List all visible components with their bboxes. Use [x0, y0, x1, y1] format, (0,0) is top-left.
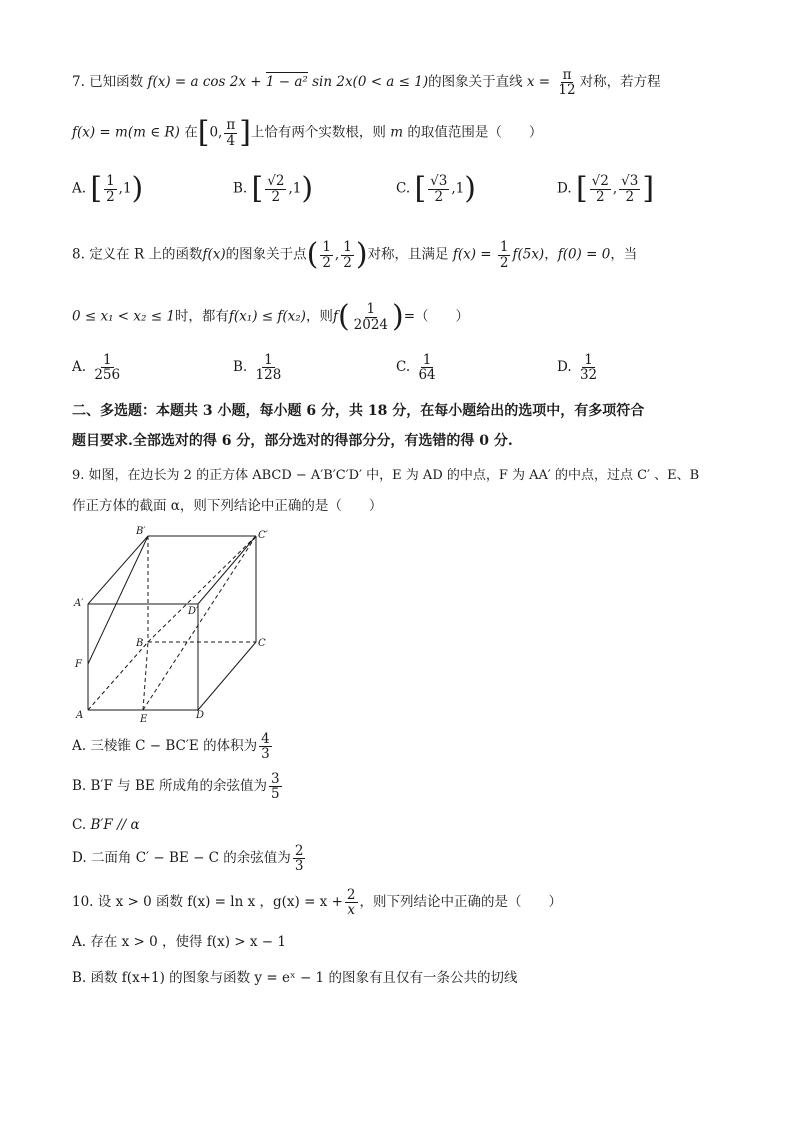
q8-text2-mid: 时，都有 [174, 308, 229, 325]
option-label: A. [72, 738, 87, 755]
paren: ) [355, 237, 368, 272]
q8-inequality: f(x₁) ≤ f(x₂) [228, 308, 306, 325]
q8-option-d[interactable] [557, 353, 601, 382]
q10-text-pre: 设 x > 0 函数 f(x) = ln x ，g(x) = x + [97, 894, 343, 911]
section2-line-2: 题目要求.全部选对的得 6 分，部分选对的得部分分，有选错的得 0 分. [72, 433, 513, 449]
option-label: A. [72, 359, 87, 376]
q8-tail: ， [544, 246, 558, 263]
q7-interval-bracket-right: ] [239, 115, 251, 150]
q10-fraction: $\frac{2}{x}$ [346, 887, 356, 919]
label-A: A [76, 710, 84, 721]
q7-line-2 [72, 115, 543, 150]
option-right: ,1 [118, 180, 132, 197]
q7-option-b[interactable] [233, 171, 314, 206]
bracket: ) [301, 171, 314, 206]
q7-text2-end: 的取值范围是（ ） [407, 124, 543, 141]
option-fraction: $\frac{1}{64}$ [418, 352, 436, 384]
q9-option-c[interactable] [72, 817, 140, 833]
option-fraction: $\frac{4}{3}$ [261, 731, 270, 763]
q9-option-b[interactable] [72, 772, 284, 801]
bracket: ] [642, 171, 655, 206]
q8-point-y: $\frac{1}{2}$ [343, 239, 352, 271]
q8-f: f [332, 308, 338, 325]
q8-option-c[interactable] [396, 353, 440, 382]
option-right: ,1 [451, 180, 465, 197]
hidden-segment-EB [143, 642, 148, 710]
option-text: B′F 与 BE 所成角的余弦值为 [90, 778, 268, 795]
option-label: B. [233, 359, 248, 376]
q9-option-d[interactable] [72, 844, 307, 873]
q9-line-1 [72, 464, 699, 483]
q9-text: 如图，在边长为 2 的正方体 ABCD − A′B′C′D′ 中，E 为 AD 的中点，F 为 AA′ 的中点，过点 C′ 、E、B [88, 468, 700, 483]
option-fraction: $\frac{3}{5}$ [271, 771, 280, 803]
q8-fx: f(x) [202, 246, 226, 263]
paren: ( [306, 237, 319, 272]
q8-text-mid2: 的图象关于点 [225, 246, 307, 263]
q8-condition: 0 ≤ x₁ < x₂ ≤ 1 [72, 308, 175, 325]
q7-formula: f(x) = a cos 2x + [147, 74, 266, 91]
q7-number: 7. [72, 74, 85, 91]
q7-text2-post: 上恰有两个实数根，则 [250, 124, 386, 141]
q7-option-c[interactable] [396, 171, 476, 206]
q7-interval-left: 0, [209, 124, 223, 141]
q7-sqrt: 1 − a² [265, 74, 308, 91]
q8-R: R [133, 246, 145, 263]
option-fraction: $\frac{√3}{2}$ [430, 173, 448, 205]
q7-interval-bracket-left: [ [197, 115, 210, 150]
paren: ) [392, 299, 404, 334]
q7-text-mid: 的图象关于直线 [428, 74, 523, 91]
q10-option-a[interactable] [72, 930, 286, 950]
label-F: F [75, 659, 82, 670]
bracket: ) [131, 171, 144, 206]
bracket: [ [90, 171, 103, 206]
option-label: B. [233, 180, 248, 197]
q9-option-a[interactable] [72, 732, 274, 761]
q8-text-mid3: 对称，且满足 [367, 246, 449, 263]
option-fraction: $\frac{2}{3}$ [294, 843, 304, 875]
option-label: B. [72, 778, 87, 795]
bracket: ) [464, 171, 476, 206]
q8-text-mid: 上的函数 [148, 246, 203, 263]
option-fraction-2: $\frac{√3}{2}$ [621, 173, 639, 205]
option-label: D. [557, 359, 572, 376]
bracket: [ [414, 171, 427, 206]
option-text: B′F // α [90, 817, 140, 833]
label-D: D [196, 710, 205, 721]
q7-line-1 [72, 68, 661, 97]
q8-text2-end: =（ ） [403, 308, 470, 325]
option-right: ,1 [288, 180, 302, 197]
q7-option-d[interactable]: D. [ $\frac{√2}{2}$ , $\frac{√3}{2}$ ] [557, 171, 655, 206]
option-label: D. [557, 180, 572, 197]
edge-DC [198, 642, 256, 710]
section2-line-1: 二、多选题：本题共 3 小题，每小题 6 分，共 18 分，在每小题给出的选项中，有多项符合 [72, 403, 645, 419]
paren: ( [337, 299, 350, 334]
q7-m: m [390, 124, 404, 141]
q7-in: 在 [184, 124, 198, 141]
label-Cp: C′ [258, 530, 268, 541]
q8-end: ，当 [610, 246, 638, 263]
q10-number: 10. [72, 894, 94, 911]
q7-pi-fraction: $\frac{\pi}{12}$ [558, 67, 576, 99]
hidden-segment-BC' [148, 536, 256, 642]
q8-number: 8. [72, 246, 85, 263]
q9-line-2: 作正方体的截面 α，则下列结论中正确的是（ ） [72, 498, 383, 514]
q8-text: 定义在 [89, 246, 130, 263]
q8-line-1: 8. 定义在 R 上的函数f(x)的图象关于点( $\frac{1}{2}$ , $\frac{1}{2}$ )对称，且满足 f(x) = $\frac{1}{2}$ f(5x)，f(0) = 0，当 [72, 237, 638, 272]
q7-x-eq: x = [526, 74, 551, 91]
label-C: C [258, 638, 266, 649]
bracket: [ [575, 171, 588, 206]
q10-option-b[interactable] [72, 966, 517, 986]
hidden-edge-AB [88, 642, 148, 710]
q8-text2-mid2: ，则 [305, 308, 333, 325]
hidden-segment-EC' [143, 536, 256, 710]
q7-equation: f(x) = m(m ∈ R) [72, 124, 180, 141]
edge-A'B' [88, 536, 148, 604]
option-text: 函数 f(x+1) 的图象与函数 y = eˣ − 1 的图象有且仅有一条公共的切线 [90, 970, 518, 986]
option-text: 三棱锥 C − BC′E 的体积为 [90, 738, 258, 755]
label-Dp: D′ [188, 606, 199, 617]
option-text: 二面角 C′ − BE − C 的余弦值为 [90, 850, 291, 867]
option-label: C. [72, 817, 87, 833]
option-label: C. [396, 359, 411, 376]
label-E: E [140, 714, 148, 725]
q8-f0: f(0) = 0 [557, 246, 611, 263]
q8-option-a[interactable] [72, 353, 124, 382]
q10-text-post: ，则下列结论中正确的是（ ） [359, 894, 562, 911]
q7-text-post: 对称，若方程 [579, 74, 661, 91]
option-label: A. [72, 180, 87, 197]
option-fraction: $\frac{1}{128}$ [255, 352, 282, 384]
option-fraction: $\frac{1}{32}$ [579, 352, 598, 384]
q8-option-b[interactable] [233, 353, 285, 382]
label-Bp: B′ [136, 526, 146, 537]
option-label: C. [396, 180, 411, 197]
q10-line-1 [72, 888, 562, 917]
option-label: D. [72, 850, 87, 867]
option-fraction: $\frac{√2}{2}$ [267, 173, 285, 205]
q7-option-a[interactable] [72, 171, 144, 206]
q8-line-2 [72, 299, 470, 334]
label-B: B [136, 638, 144, 649]
q7-interval-fraction: $\frac{\pi}{4}$ [226, 117, 236, 149]
q8-eq: f(x) = [452, 246, 492, 263]
cube-figure [70, 522, 280, 728]
option-label: B. [72, 970, 87, 986]
q8-eq2: f(5x) [512, 246, 545, 263]
option-fraction: $\frac{1}{2}$ [106, 173, 115, 205]
q7-formula2: sin 2x(0 < a ≤ 1) [307, 74, 429, 91]
option-fraction: $\frac{1}{256}$ [94, 352, 121, 384]
option-text: 存在 x > 0 ，使得 f(x) > x − 1 [90, 934, 286, 950]
option-fraction: $\frac{√2}{2}$ [591, 173, 609, 205]
q8-value-fraction: $\frac{1}{2024}$ [353, 301, 389, 333]
q8-coef: $\frac{1}{2}$ [499, 239, 509, 271]
option-label: A. [72, 934, 87, 950]
q7-text: 已知函数 [89, 74, 144, 91]
q8-point-x: $\frac{1}{2}$ [322, 239, 331, 271]
label-Ap: A′ [74, 598, 84, 609]
edge-D'C' [198, 536, 256, 604]
q9-number: 9. [72, 468, 85, 483]
bracket: [ [251, 171, 264, 206]
